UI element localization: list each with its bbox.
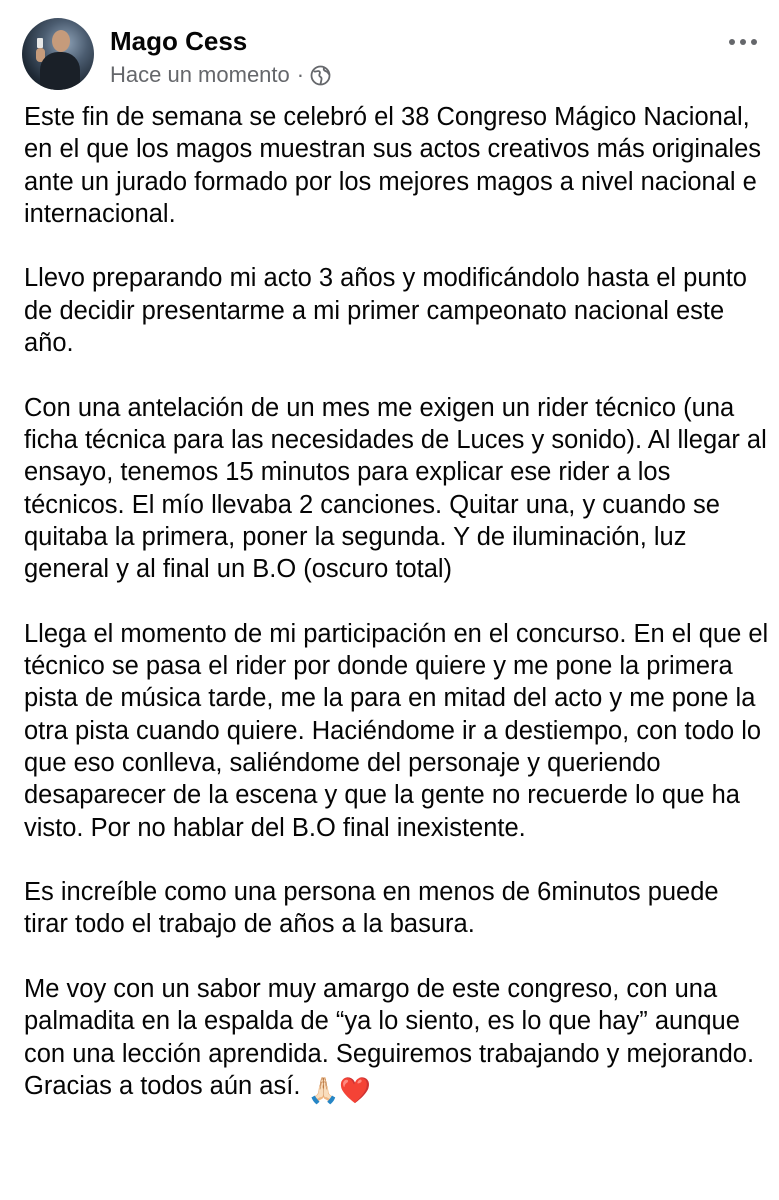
- post-paragraph-text: Me voy con un sabor muy amargo de este congreso, con una palmadita en la espalda de “ya lo siento, es lo que hay” aunque con una lección aprendida. Seguiremos trabajando y mejorando. Gracias a todos aún así.: [24, 975, 755, 1100]
- post-paragraph: Llega el momento de mi participación en el concurso. En el que el técnico se pasa el rider por donde quiere y me pone la primera pista de música tarde, me la para en mitad del acto y me pone la otra pista cuando quiere. Haciéndome ir a destiempo, con todo lo que eso conlleva, saliéndome del personaje y queriendo desaparecer de la escena y que la gente no recuerde lo que ha visto. Por no hablar del B.O final inexistente.: [24, 619, 769, 842]
- post-paragraph: Es increíble como una persona en menos de 6minutos puede tirar todo el trabajo de años a la basura.: [24, 878, 719, 939]
- post-paragraph: Con una antelación de un mes me exigen un rider técnico (una ficha técnica para las necesidades de Luces y sonido). Al llegar al ensayo, tenemos 15 minutos para explicar ese rider a los técnicos. El mío llevaba 2 canciones. Quitar una, y cuando se quitaba la primera, poner la segunda. Y de iluminación, luz general y al final un B.O (oscuro total): [24, 393, 767, 584]
- avatar-body-detail: [40, 52, 80, 90]
- post-paragraph: Este fin de semana se celebró el 38 Congreso Mágico Nacional, en el que los magos muestran sus actos creativos más originales ante un jurado formado por los mejores magos a nivel nacional e internacional.: [24, 103, 762, 228]
- more-dot: [751, 39, 757, 45]
- more-options-icon[interactable]: [723, 32, 763, 52]
- avatar-card-detail: [37, 38, 43, 48]
- post-timestamp[interactable]: Hace un momento: [110, 62, 290, 87]
- header-text: [110, 26, 331, 88]
- meta-separator: ·: [296, 62, 305, 87]
- post-paragraph-last: [24, 973, 769, 1107]
- globe-icon[interactable]: [310, 65, 331, 86]
- avatar[interactable]: [22, 18, 94, 90]
- post-body: [24, 101, 769, 1107]
- post-meta: [110, 62, 331, 88]
- more-dot: [740, 39, 746, 45]
- praying-hands-emoji: 🙏🏻: [307, 1076, 340, 1105]
- avatar-head-detail: [52, 30, 70, 52]
- post-paragraph: Llevo preparando mi acto 3 años y modificándolo hasta el punto de decidir presentarme a mi primer campeonato nacional este año.: [24, 264, 747, 358]
- author-name[interactable]: Mago Cess: [110, 26, 248, 56]
- more-dot: [729, 39, 735, 45]
- red-heart-emoji: ❤️: [339, 1076, 372, 1105]
- post-header: [22, 18, 763, 94]
